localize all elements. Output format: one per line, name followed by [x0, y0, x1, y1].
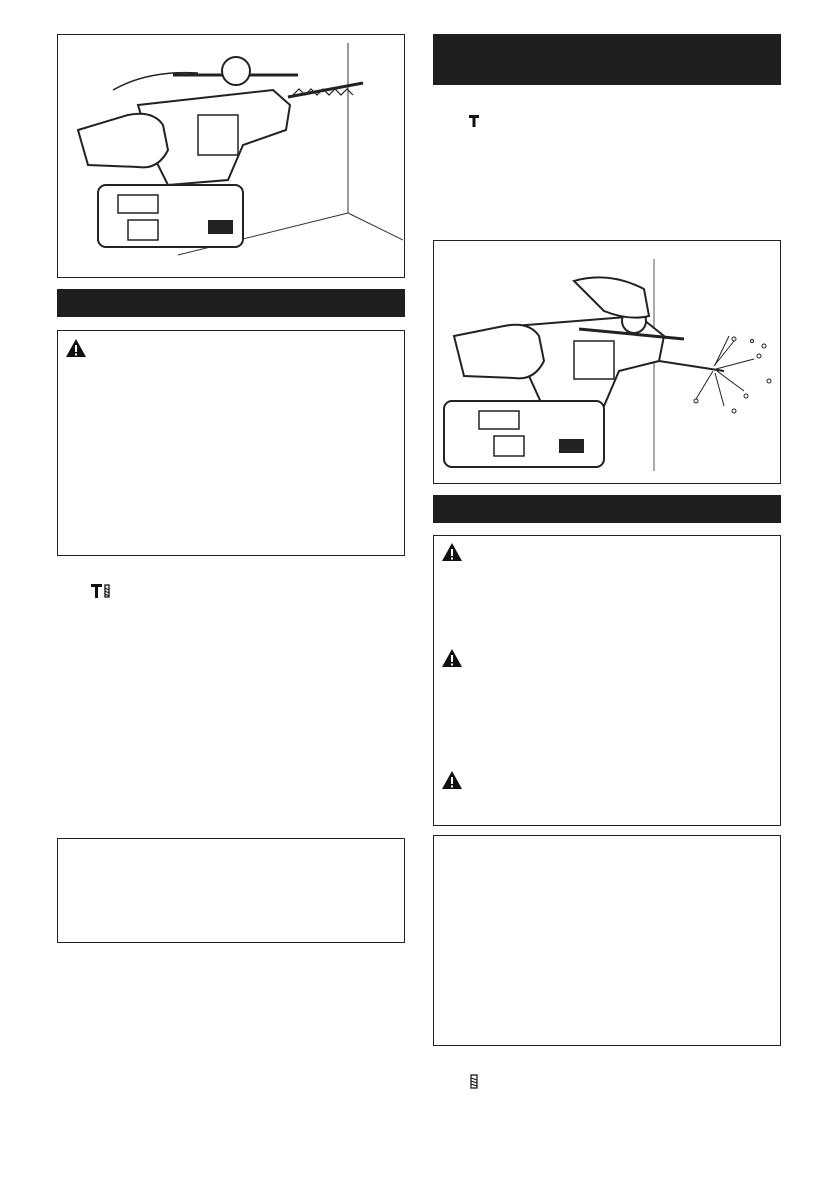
drill-bit-icon — [470, 1074, 478, 1090]
figure-chiseling-frame — [433, 240, 781, 484]
warning-triangle-icon — [65, 338, 87, 358]
note-box-right — [433, 835, 781, 1046]
warning-triangle-icon — [441, 770, 463, 790]
rotary-hammer-chiseling-illustration — [434, 241, 779, 482]
warning-triangle-icon — [441, 542, 463, 562]
section-header-bar-right-top — [433, 34, 781, 85]
section-header-bar-right — [433, 495, 781, 523]
hammer-icon — [468, 114, 480, 128]
warning-box-left — [57, 330, 405, 556]
section-header-bar-left — [57, 289, 405, 317]
warning-triangle-icon — [441, 648, 463, 668]
figure-drilling-frame — [57, 34, 405, 278]
warning-box-right — [433, 535, 781, 826]
note-box-left — [57, 838, 405, 943]
hammer-with-drill-bit-icon — [90, 583, 112, 599]
rotary-hammer-drilling-illustration — [58, 35, 403, 276]
